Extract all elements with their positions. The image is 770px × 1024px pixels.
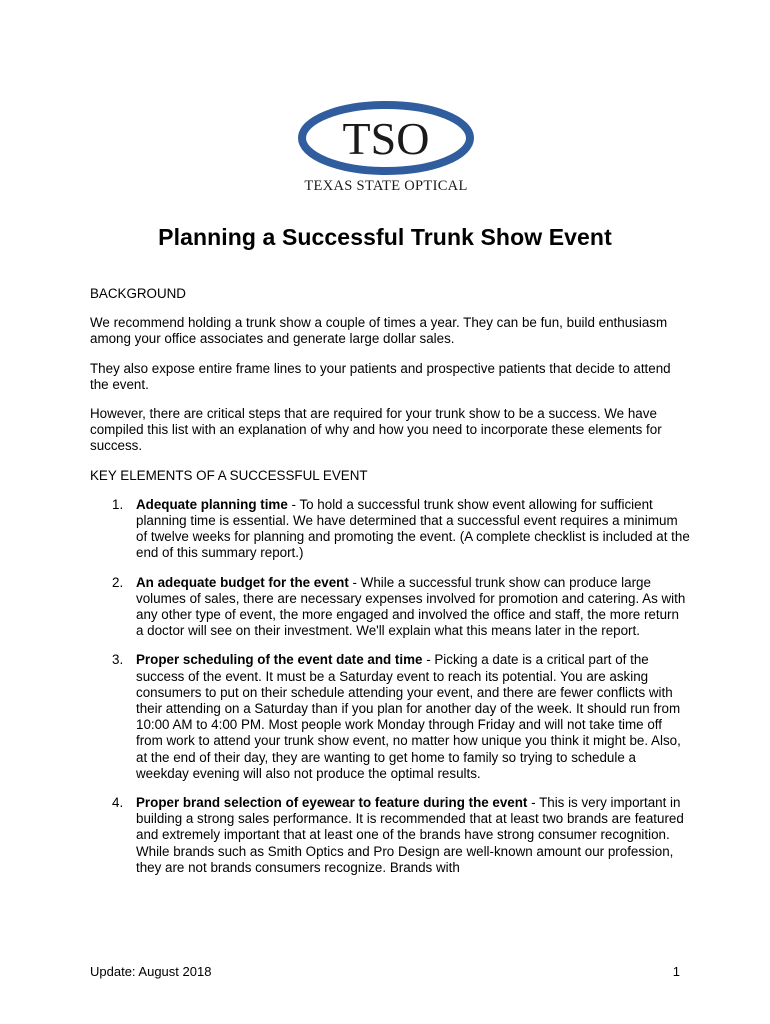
list-item-number: 1. (112, 496, 124, 512)
list-item (90, 795, 690, 876)
list-item-lead: Adequate planning time (136, 496, 288, 512)
paragraph-3: However, there are critical steps that are required for your trunk show to be a success. We have compiled this list with an explanation of why and how you need to incorporate these elements for success. (90, 406, 662, 454)
document-body (90, 286, 690, 889)
footer-update-date: Update: August 2018 (90, 964, 212, 979)
list-item (90, 497, 690, 562)
footer-page-number: 1 (672, 964, 680, 979)
key-elements-heading: KEY ELEMENTS OF A SUCCESSFUL EVENT (90, 467, 368, 483)
list-item (90, 652, 690, 782)
list-item-lead: An adequate budget for the event (136, 574, 349, 590)
logo-wordmark: TEXAS STATE OPTICAL (304, 178, 468, 194)
list-item-text: - To hold a successful trunk show event allowing for sufficient planning time is essential. We have determined that a successful event requires a minimum of twelve weeks for planning and promoting the event. (A complete checklist is included at the end of this summary report.) (136, 496, 690, 561)
list-item-text: - While a successful trunk show can produce large volumes of sales, there are necessary expenses involved for promotion and catering. As with any other type of event, the more engaged and involved the office and staff, the more return a doctor will see on their investment. We'll explain what this means later in the report. (136, 574, 686, 639)
paragraph-1: We recommend holding a trunk show a couple of times a year. They can be fun, build enthusiasm among your office associates and generate large dollar sales. (90, 315, 668, 347)
list-item-text: - Picking a date is a critical part of the success of the event. It must be a Saturday event to reach its potential. You are asking consumers to put on their schedule attending your event, and there are fewer conflicts with their attending on a Saturday than if you plan for another day of the week. It should run from 10:00 AM to 4:00 PM. Most people work Monday through Friday and will not take time off from work to attend your trunk show event, no matter how unique you think it might be. Also, at the end of their day, they are wanting to get home to family so trying to schedule a weekday evening will also not produce the optimal results. (136, 652, 681, 781)
list-item-number: 2. (112, 574, 124, 590)
page-title: Planning a Successful Trunk Show Event (158, 224, 612, 250)
tso-logo-graphic (296, 100, 476, 195)
list-item-lead: Proper scheduling of the event date and time (136, 652, 423, 668)
list-item-lead: Proper brand selection of eyewear to feature during the event (136, 795, 528, 811)
logo-mark: TSO (342, 113, 430, 164)
list-item-number: 3. (112, 652, 124, 668)
list-item-number: 4. (112, 795, 124, 811)
key-elements-list (90, 497, 690, 876)
list-item-text: - This is very important in building a strong sales performance. It is recommended that at least two brands are featured and extremely important that at least one of the brands have strong consumer recognition. While brands such as Smith Optics and Pro Design are well-known amount our profession, they are not brands consumers recognize. Brands with (136, 795, 684, 875)
tso-logo (296, 100, 476, 195)
list-item (90, 575, 690, 640)
background-heading: BACKGROUND (90, 286, 186, 301)
paragraph-2: They also expose entire frame lines to your patients and prospective patients that decide to attend the event. (90, 360, 671, 392)
